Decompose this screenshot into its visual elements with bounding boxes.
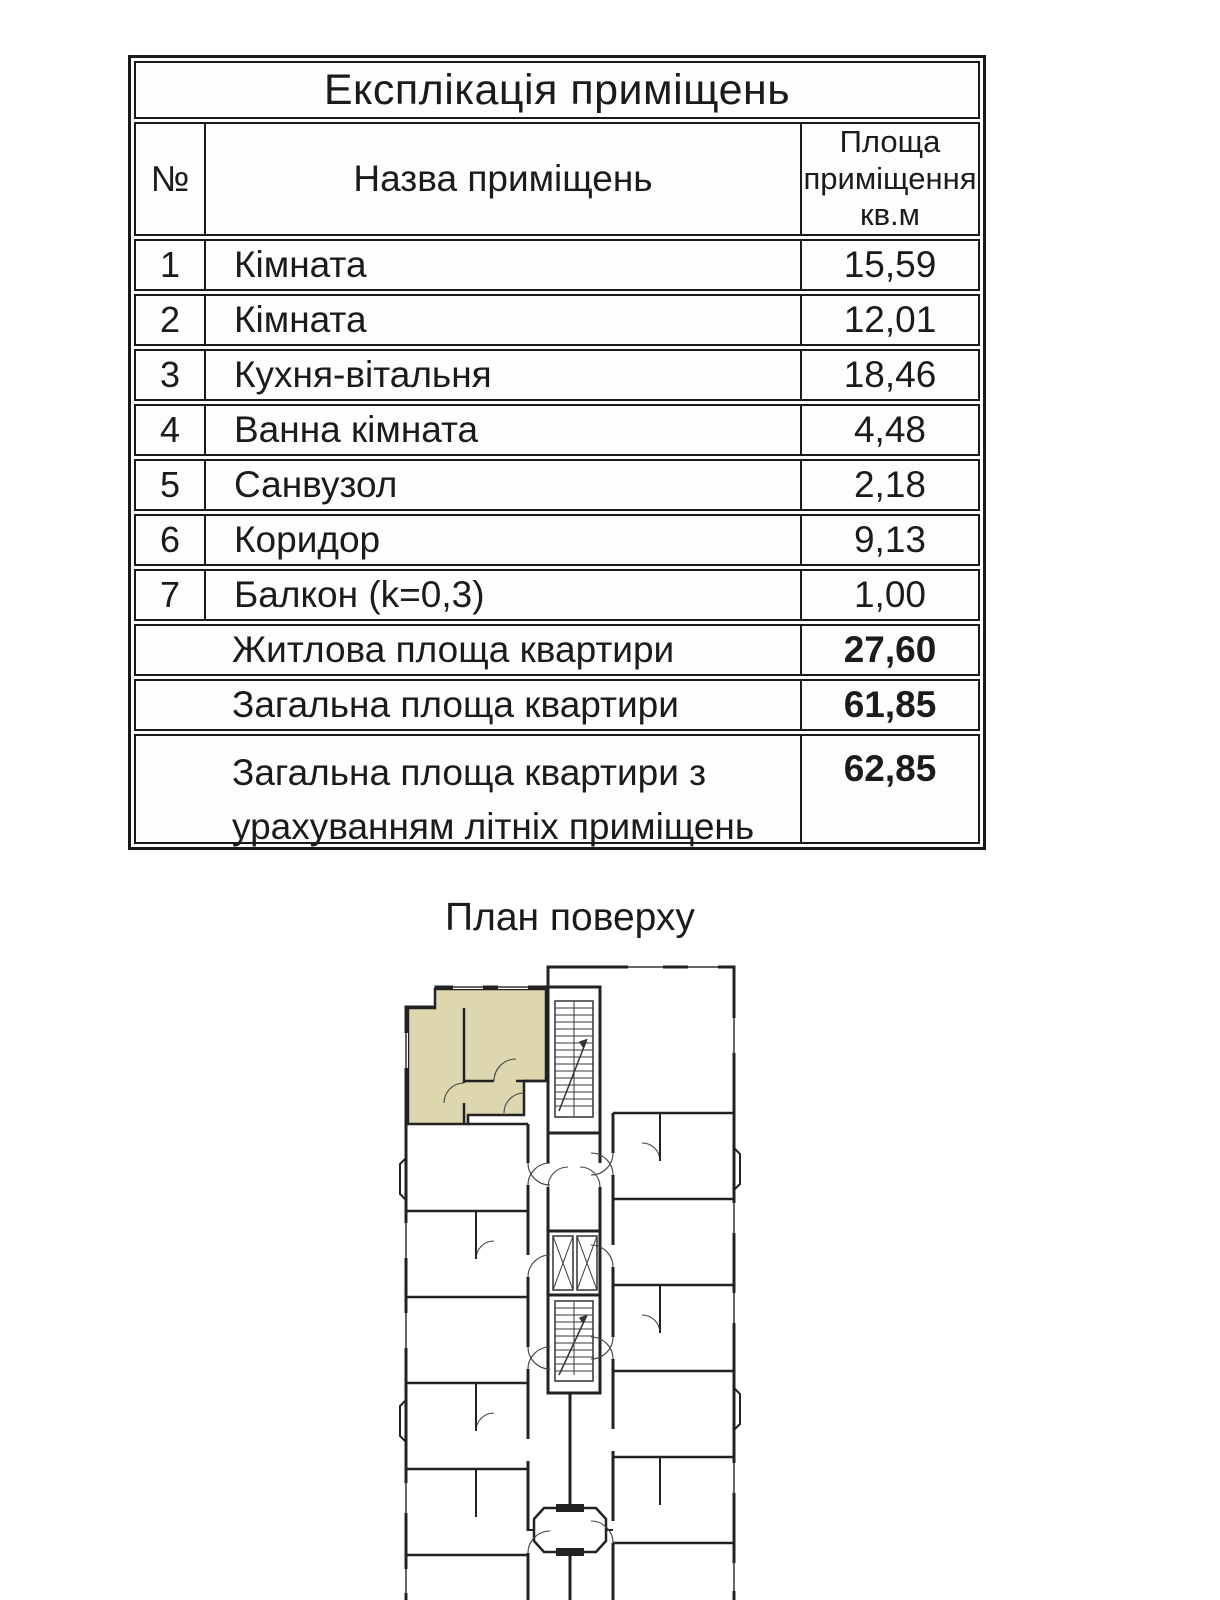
table-row xyxy=(134,569,980,621)
row-num: 7 xyxy=(136,571,206,619)
row-area: 2,18 xyxy=(853,464,926,505)
core-walls xyxy=(548,1133,600,1231)
table-row xyxy=(134,349,980,401)
summary-value: 62,85 xyxy=(843,748,937,789)
summary-label-line2: урахуванням літніх приміщень xyxy=(232,805,755,847)
table-row xyxy=(134,294,980,346)
row-name: Ванна кімната xyxy=(206,406,802,454)
right-wing-walls xyxy=(613,1113,734,1543)
row-area: 9,13 xyxy=(853,519,926,560)
elevator-shafts xyxy=(548,1231,600,1295)
row-area: 1,00 xyxy=(853,574,926,615)
row-area: 15,59 xyxy=(843,244,937,285)
table-row xyxy=(134,239,980,291)
row-num: 1 xyxy=(136,241,206,289)
table-header-row xyxy=(134,122,980,236)
row-name: Коридор xyxy=(206,516,802,564)
summary-row-total-area xyxy=(134,679,980,731)
floor-plan-title: План поверху xyxy=(445,896,695,939)
left-wing-walls xyxy=(406,1124,528,1555)
header-area-line1: Площа xyxy=(839,124,941,160)
table-title: Експлікація приміщень xyxy=(323,65,791,114)
row-num: 2 xyxy=(136,296,206,344)
summary-label-line1: Загальна площа квартири з xyxy=(232,752,707,793)
header-num: № xyxy=(136,124,206,234)
row-name: Кімната xyxy=(206,296,802,344)
lobby-octagon xyxy=(528,1504,613,1556)
highlighted-apartment xyxy=(408,989,546,1124)
table-title-row xyxy=(134,61,980,119)
summary-label: Загальна площа квартири xyxy=(136,681,802,729)
header-area-line2: приміщення xyxy=(803,160,977,196)
header-area-line3: кв.м xyxy=(860,197,920,233)
row-num: 4 xyxy=(136,406,206,454)
row-area: 18,46 xyxy=(843,354,937,395)
row-name: Балкон (k=0,3) xyxy=(206,571,802,619)
summary-label: Житлова площа квартири xyxy=(136,626,802,674)
row-num: 6 xyxy=(136,516,206,564)
header-area xyxy=(802,124,978,234)
row-name: Кухня-вітальня xyxy=(206,351,802,399)
header-name: Назва приміщень xyxy=(206,124,802,234)
row-area: 4,48 xyxy=(853,409,926,450)
table-row xyxy=(134,514,980,566)
row-name: Санвузол xyxy=(206,461,802,509)
summary-label xyxy=(136,736,802,847)
row-area: 12,01 xyxy=(843,299,937,340)
stair-core-mid xyxy=(548,1295,600,1393)
table-row xyxy=(134,459,980,511)
summary-row-total-with-summer xyxy=(134,734,980,847)
summary-row-living-area xyxy=(134,624,980,676)
row-num: 5 xyxy=(136,461,206,509)
floor-plan-drawing xyxy=(398,963,742,1600)
summary-value: 27,60 xyxy=(843,629,937,670)
table-row xyxy=(134,404,980,456)
row-num: 3 xyxy=(136,351,206,399)
door-arcs xyxy=(476,1143,660,1553)
explication-table xyxy=(128,55,986,850)
stair-core-top xyxy=(548,987,600,1133)
row-name: Кімната xyxy=(206,241,802,289)
summary-value: 61,85 xyxy=(843,684,937,725)
